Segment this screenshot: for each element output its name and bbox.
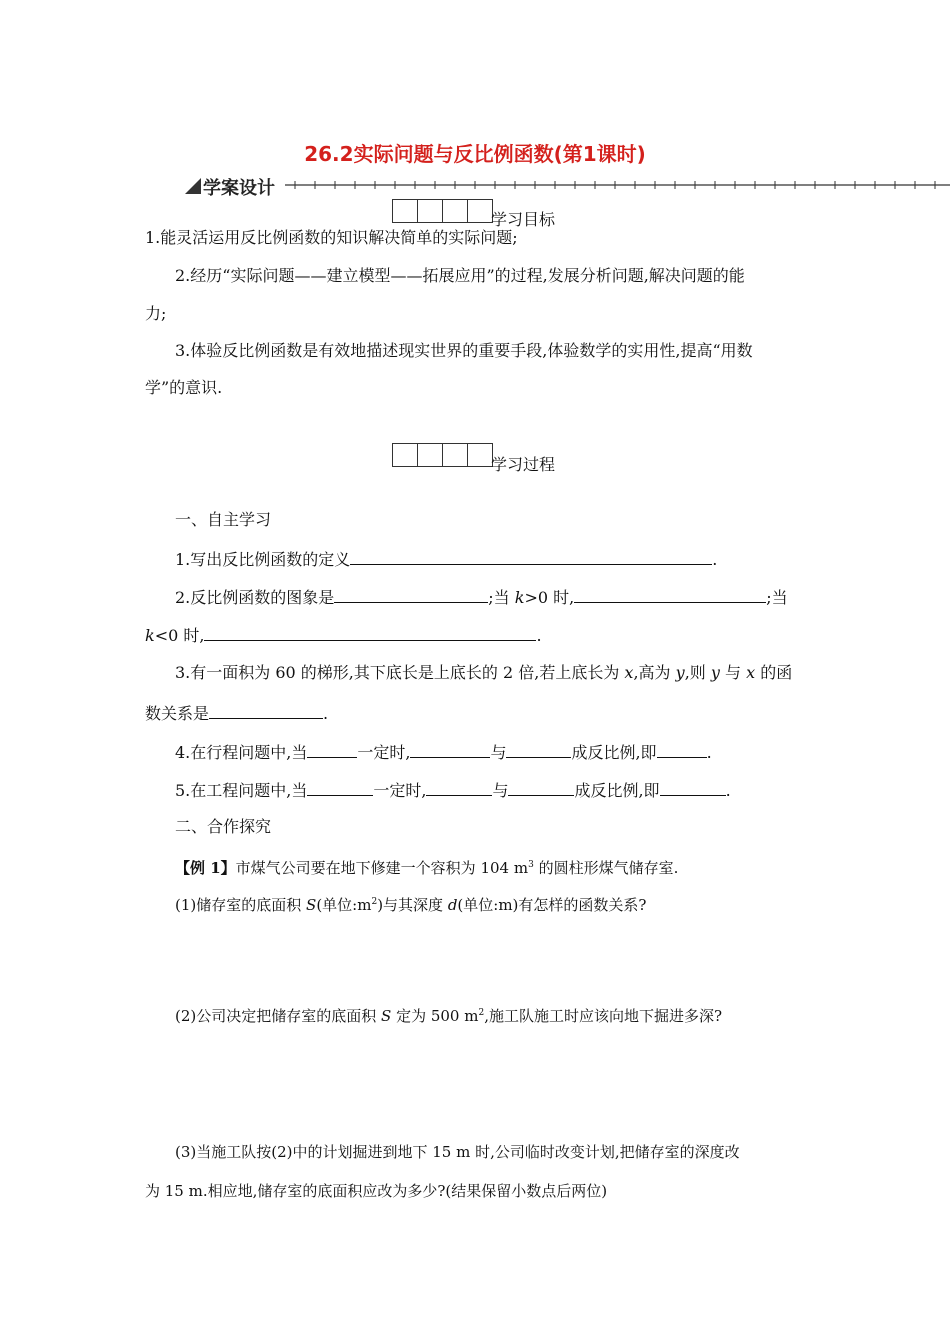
answer-blank[interactable] <box>506 741 571 758</box>
question-2: 2.反比例函数的图象是 ;当 k>0 时, ;当 <box>175 588 788 607</box>
question-3-cont: 数关系是 . <box>145 704 329 723</box>
answer-blank[interactable] <box>657 741 707 758</box>
section-boxes <box>392 443 492 467</box>
page-title: 26.2实际问题与反比例函数(第1课时) <box>304 142 646 166</box>
goal-1: 1.能灵活运用反比例函数的知识解决简单的实际问题; <box>145 228 518 247</box>
section-boxes <box>392 199 492 223</box>
question-3: 3.有一面积为 60 的梯形,其下底长是上底长的 2 倍,若上底长为 x,高为 y,则 y 与 x 的函 <box>175 663 793 682</box>
part-2-heading: 二、合作探究 <box>175 817 272 836</box>
section-banner-decoration <box>185 172 950 198</box>
goal-2-cont: 力; <box>145 304 167 323</box>
example-1-part-2: (2)公司决定把储存室的底面积 S 定为 500 $m^2$,施工队施工时应该向地下掘进多深? <box>175 1007 723 1025</box>
goal-2: 2.经历“实际问题——建立模型——拓展应用”的过程,发展分析问题,解决问题的能 <box>175 266 745 285</box>
question-4: 4.在行程问题中,当 一定时, 与 成反比例,即 . <box>175 743 712 762</box>
question-2-cont: k<0 时, . <box>145 626 542 645</box>
section-goals-heading: 学习目标 <box>491 210 556 229</box>
goal-3: 3.体验反比例函数是有效地描述现实世界的重要手段,体验数学的实用性,提高“用数 <box>175 341 753 360</box>
example-1-part-3: (3)当施工队按(2)中的计划掘进到地下 15 m 时,公司临时改变计划,把储存室的深度改 <box>175 1143 740 1161</box>
answer-blank[interactable] <box>574 586 766 603</box>
goal-3-cont: 学”的意识. <box>145 378 223 397</box>
answer-blank[interactable] <box>350 548 712 565</box>
question-5: 5.在工程问题中,当 一定时, 与 成反比例,即 . <box>175 781 731 800</box>
answer-blank[interactable] <box>508 779 574 796</box>
banner-label: 学案设计 <box>203 178 275 199</box>
answer-blank[interactable] <box>334 586 488 603</box>
example-1-part-3-cont: 为 15 m.相应地,储存室的底面积应改为多少?(结果保留小数点后两位) <box>145 1182 608 1200</box>
example-1: 【例 1】市煤气公司要在地下修建一个容积为 104 $m^3$ 的圆柱形煤气储存室. <box>175 859 679 877</box>
answer-blank[interactable] <box>410 741 490 758</box>
answer-blank[interactable] <box>660 779 726 796</box>
section-process-heading: 学习过程 <box>491 455 556 474</box>
answer-blank[interactable] <box>204 624 536 641</box>
answer-blank[interactable] <box>307 741 357 758</box>
answer-blank[interactable] <box>307 779 373 796</box>
question-1: 1.写出反比例函数的定义 . <box>175 550 718 569</box>
example-1-part-1: (1)储存室的底面积 S(单位$:m^2$)与其深度 d(单位:m)有怎样的函数关系? <box>175 896 647 914</box>
answer-blank[interactable] <box>209 702 323 719</box>
answer-blank[interactable] <box>426 779 492 796</box>
part-1-heading: 一、自主学习 <box>175 510 272 529</box>
